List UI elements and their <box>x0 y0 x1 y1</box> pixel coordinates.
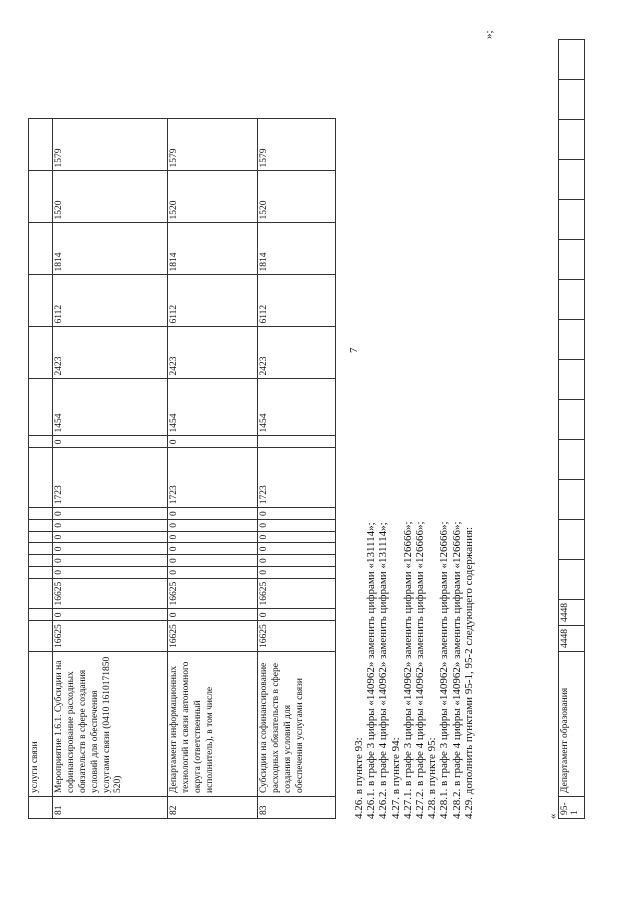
value-cell: 0 <box>168 567 258 579</box>
table-cell <box>559 440 585 480</box>
value-cell: 2423 <box>168 327 258 379</box>
value-cell: 4448 <box>559 600 585 626</box>
value-cell: 16625 <box>258 621 336 652</box>
value-cell: 1579 <box>53 119 168 171</box>
value-cell: 0 <box>53 508 168 520</box>
table-cell <box>559 160 585 200</box>
table-cell <box>559 240 585 280</box>
table-cell-header-text: услуги связи <box>29 652 53 797</box>
amendment-line: 4.28.1. в графе 3 цифры «140962» заменить цифрами «126666»; <box>438 521 451 819</box>
row-name: Департамент информационных технологий и связи автономного округа (ответственный исполнитель), в том числе <box>168 652 258 797</box>
table-cell <box>29 531 53 543</box>
table-cell <box>29 171 53 223</box>
value-cell: 1579 <box>168 119 258 171</box>
value-cell: 0 <box>168 531 258 543</box>
value-cell: 1814 <box>168 223 258 275</box>
table-cell <box>559 120 585 160</box>
table-cell <box>29 520 53 532</box>
table-cell <box>29 508 53 520</box>
table-row-header <box>29 119 53 819</box>
amendment-line: 4.28. в пункте 95: <box>426 737 439 819</box>
table-cell <box>559 200 585 240</box>
table-cell <box>559 40 585 80</box>
value-cell: 0 <box>53 531 168 543</box>
amendment-line: 4.27.1. в графе 3 цифры «140962» заменить цифрами «126666»; <box>401 521 414 819</box>
value-cell: 0 <box>53 555 168 567</box>
value-cell: 1454 <box>53 379 168 436</box>
budget-table <box>28 119 336 820</box>
value-cell: 0 <box>258 567 336 579</box>
value-cell: 2423 <box>53 327 168 379</box>
amendment-line: 4.26. в пункте 93: <box>353 737 365 819</box>
value-cell: 0 <box>53 567 168 579</box>
value-cell: 1454 <box>258 379 336 436</box>
amendments-list <box>353 522 475 820</box>
table-row-81 <box>53 119 168 819</box>
table-cell <box>29 797 53 819</box>
value-cell: 2423 <box>258 327 336 379</box>
row-number: 95-1 <box>559 797 585 819</box>
table-cell <box>559 560 585 600</box>
value-cell: 0 <box>168 436 258 448</box>
value-cell: 1723 <box>53 448 168 508</box>
value-cell: 6112 <box>53 275 168 327</box>
value-cell: 16625 <box>168 621 258 652</box>
table-cell <box>29 379 53 436</box>
table-cell <box>559 400 585 440</box>
value-cell: 1723 <box>258 448 336 508</box>
table-row-95-1 <box>559 40 585 819</box>
value-cell: 0 <box>53 436 168 448</box>
table-row-82 <box>168 119 258 819</box>
table-cell <box>29 555 53 567</box>
value-cell: 0 <box>168 555 258 567</box>
row-number: 81 <box>53 797 168 819</box>
table-closing-mark: »; <box>483 30 495 39</box>
value-cell: 1520 <box>168 171 258 223</box>
value-cell: 0 <box>258 555 336 567</box>
table-cell <box>29 543 53 555</box>
value-cell: 0 <box>53 543 168 555</box>
value-cell: 4448 <box>559 626 585 652</box>
amendment-line: 4.28.2. в графе 4 цифры «140962» заменить цифрами «126666»; <box>450 521 463 819</box>
value-cell: 6112 <box>168 275 258 327</box>
table-cell <box>29 621 53 652</box>
table-cell <box>29 119 53 171</box>
value-cell: 0 <box>258 609 336 621</box>
value-cell: 0 <box>168 609 258 621</box>
table-row-83 <box>258 119 336 819</box>
row-name: Департамент образования <box>559 652 585 797</box>
new-rows-table <box>558 39 585 819</box>
table-cell <box>29 448 53 508</box>
value-cell: 16625 <box>258 578 336 609</box>
amendment-line: 4.29. дополнить пунктами 95-1, 95-2 следующего содержания: <box>462 526 475 819</box>
row-number: 83 <box>258 797 336 819</box>
value-cell: 0 <box>168 508 258 520</box>
table-cell <box>559 520 585 560</box>
table-cell <box>559 80 585 120</box>
table-cell <box>29 567 53 579</box>
value-cell: 0 <box>258 520 336 532</box>
value-cell: 1520 <box>258 171 336 223</box>
table-cell <box>29 436 53 448</box>
value-cell: 0 <box>53 609 168 621</box>
table-cell <box>559 360 585 400</box>
value-cell: 1520 <box>53 171 168 223</box>
value-cell: 16625 <box>168 578 258 609</box>
table-cell <box>29 578 53 609</box>
value-cell: 1814 <box>53 223 168 275</box>
table-cell <box>559 480 585 520</box>
value-cell: 0 <box>168 520 258 532</box>
row-name: Мероприятие 1.6.1. Субсидии на софинансирование расходных обязательств в сфере создания условий для обеспечения услугами связи (0410 1610171850 520) <box>53 652 168 797</box>
value-cell: 16625 <box>53 578 168 609</box>
value-cell: 0 <box>258 531 336 543</box>
row-number: 82 <box>168 797 258 819</box>
table-cell <box>29 327 53 379</box>
value-cell: 6112 <box>258 275 336 327</box>
value-cell: 1723 <box>168 448 258 508</box>
row-name: Субсидии на софинансирование расходных обязательств в сфере создания условий для обеспечения услугами связи <box>258 652 336 797</box>
table-cell <box>29 609 53 621</box>
opening-quote: « <box>547 813 559 819</box>
value-cell: 1814 <box>258 223 336 275</box>
value-cell: 0 <box>168 543 258 555</box>
value-cell: 16625 <box>53 621 168 652</box>
value-cell: 0 <box>258 508 336 520</box>
table-cell <box>29 275 53 327</box>
value-cell: 1579 <box>258 119 336 171</box>
value-cell: 0 <box>258 543 336 555</box>
value-cell: 0 <box>53 520 168 532</box>
table-cell <box>559 280 585 320</box>
value-cell <box>258 436 336 448</box>
amendment-line: 4.26.1. в графе 3 цифры «140962» заменить цифрами «131114»; <box>365 522 378 819</box>
value-cell: 1454 <box>168 379 258 436</box>
page-number: 7 <box>348 347 360 353</box>
table-cell <box>559 320 585 360</box>
amendment-line: 4.27.2. в графе 4 цифры «140962» заменить цифрами «126666»; <box>414 521 427 819</box>
amendment-line: 4.27. в пункте 94: <box>389 737 402 819</box>
table-cell <box>29 223 53 275</box>
amendment-line: 4.26.2. в графе 4 цифры «140962» заменить цифрами «131114»; <box>377 522 390 819</box>
